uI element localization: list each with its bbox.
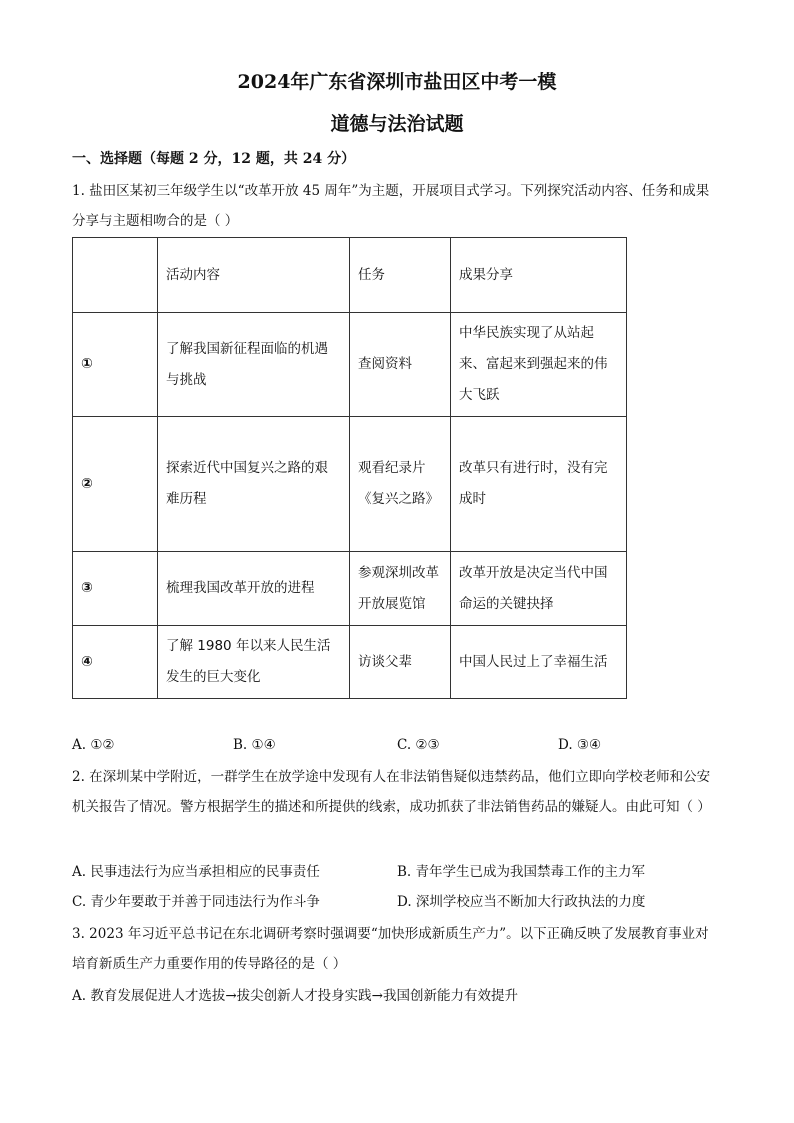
option-d: D. ③④ bbox=[558, 737, 602, 753]
table-header-cell: 任务 bbox=[350, 238, 451, 313]
row-number: ② bbox=[73, 417, 158, 552]
row-content: 了解 1980 年以来人民生活发生的巨大变化 bbox=[158, 626, 350, 699]
option-a: A. 民事违法行为应当承担相应的民事责任 bbox=[72, 864, 320, 880]
table-header-cell: 活动内容 bbox=[158, 238, 350, 313]
row-result: 改革开放是决定当代中国命运的关键抉择 bbox=[451, 552, 627, 626]
option-a: A. ①② bbox=[72, 737, 115, 753]
row-result: 中国人民过上了幸福生活 bbox=[451, 626, 627, 699]
exam-subtitle: 道德与法治试题 bbox=[330, 113, 464, 135]
option-b: B. 青年学生已成为我国禁毒工作的主力军 bbox=[397, 864, 646, 880]
row-content: 梳理我国改革开放的进程 bbox=[158, 552, 350, 626]
option-c: C. 青少年要敢于并善于同违法行为作斗争 bbox=[72, 894, 320, 910]
table-row bbox=[73, 552, 627, 626]
question-1-table bbox=[72, 237, 627, 699]
table-row bbox=[73, 417, 627, 552]
option-c: C. ②③ bbox=[397, 737, 440, 753]
row-task: 观看纪录片《复兴之路》 bbox=[350, 417, 451, 552]
question-2-stem: 2. 在深圳某中学附近，一群学生在放学途中发现有人在非法销售疑似违禁药品，他们立即向学校老师和公安机关报告了情况。警方根据学生的描述和所提供的线索，成功抓获了非法销售药品的嫌疑人。由此可知（ ） bbox=[72, 769, 711, 815]
table-header-cell bbox=[73, 238, 158, 313]
row-task: 访谈父辈 bbox=[350, 626, 451, 699]
table-row bbox=[73, 626, 627, 699]
section-heading: 一、选择题（每题 2 分，12 题，共 24 分） bbox=[72, 151, 356, 167]
table-header-row bbox=[73, 238, 627, 313]
row-number: ③ bbox=[73, 552, 158, 626]
table-row bbox=[73, 313, 627, 417]
row-content: 了解我国新征程面临的机遇与挑战 bbox=[158, 313, 350, 417]
option-a: A. 教育发展促进人才选拔→拔尖创新人才投身实践→我国创新能力有效提升 bbox=[72, 988, 518, 1004]
row-content: 探索近代中国复兴之路的艰难历程 bbox=[158, 417, 350, 552]
row-number: ④ bbox=[73, 626, 158, 699]
exam-title: 2024年广东省深圳市盐田区中考一模 bbox=[237, 71, 557, 93]
question-3-stem: 3. 2023 年习近平总书记在东北调研考察时强调要“加快形成新质生产力”。以下正确反映了发展教育事业对培育新质生产力重要作用的传导路径的是（ ） bbox=[72, 926, 709, 972]
row-number: ① bbox=[73, 313, 158, 417]
question-1-stem: 1. 盐田区某初三年级学生以“改革开放 45 周年”为主题，开展项目式学习。下列探究活动内容、任务和成果分享与主题相吻合的是（ ） bbox=[72, 183, 710, 229]
row-result: 中华民族实现了从站起来、富起来到强起来的伟大飞跃 bbox=[451, 313, 627, 417]
row-result: 改革只有进行时，没有完成时 bbox=[451, 417, 627, 552]
option-b: B. ①④ bbox=[233, 737, 276, 753]
row-task: 查阅资料 bbox=[350, 313, 451, 417]
option-d: D. 深圳学校应当不断加大行政执法的力度 bbox=[397, 894, 646, 910]
table-header-cell: 成果分享 bbox=[451, 238, 627, 313]
row-task: 参观深圳改革开放展览馆 bbox=[350, 552, 451, 626]
